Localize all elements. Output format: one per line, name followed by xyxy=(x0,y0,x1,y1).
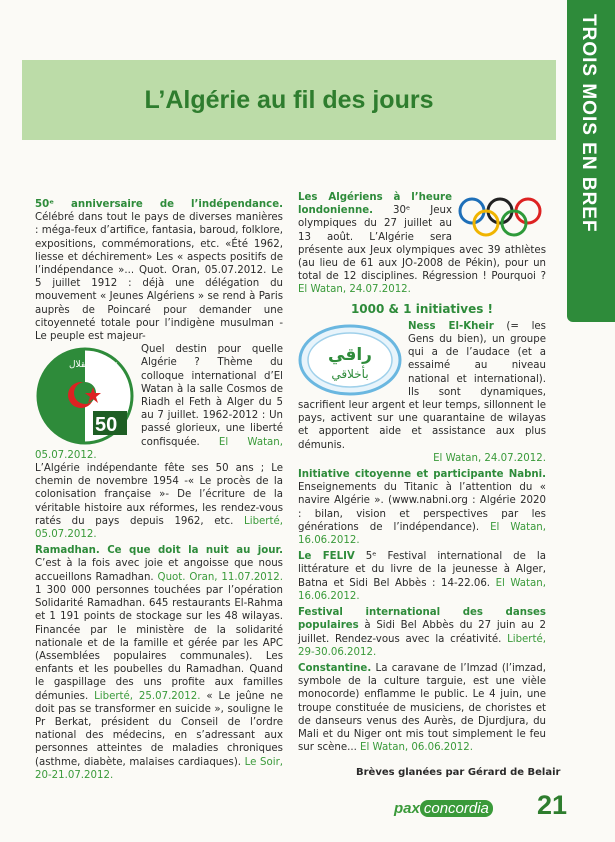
article-text: Quel destin pour quelle Algérie ? Thème du colloque international d’El Watan à la salle Cosmos de Riadh el Feth à Alger du 5 au 7 juillet. 1962-2012 : Un passé glorieux, une liberté confisquée. xyxy=(141,344,283,448)
article-text: C’est à la fois avec joie et angoisse que nous accueillons Ramadhan. xyxy=(35,558,283,583)
article-text: L’Algérie indépendante fête ses 50 ans ; Le chemin de novembre 1954 -« Le procès de la colonisation française »- De l’écriture de la véritable histoire aux réformes, les rendez-vous ratés du pays depuis 1962, etc. xyxy=(35,463,283,527)
initiatives-heading: 1000 & 1 initiatives ! xyxy=(350,301,494,316)
article-heading: Initiative citoyenne et participante Nabni. xyxy=(298,469,546,481)
article-nabni xyxy=(298,468,546,547)
article-text: La caravane de l’Imzad (l’imzad, symbole de la culture targuie, est une vièle monocorde) enflamme le public. Le 4 juin, une troupe constituée de musiciens, de choristes et de danseurs venus des Aurès, de Djurdjura, du Mali et du Niger ont mis tout simplement le feu sur scène... xyxy=(298,662,546,754)
article-text: à Sidi Bel Abbès du 27 juin au 2 juillet. Rendez-vous avec la créativité. xyxy=(298,620,546,645)
article-heading: 50ᵉ anniversaire de l’indépendance. xyxy=(35,199,283,210)
article-heading: Le FELIV xyxy=(298,551,355,563)
source-citation: Quot. Oran, 11.07.2012. xyxy=(153,571,283,583)
independence-emblem-image xyxy=(35,347,135,445)
source-citation: Liberté, 25.07.2012. xyxy=(88,690,201,702)
article-independence-cont xyxy=(35,343,283,462)
source-citation: Liberté, 05.07.2012. xyxy=(35,515,283,541)
page-title: L’Algérie au fil des jours xyxy=(144,86,434,114)
section-tab xyxy=(567,0,615,322)
article-ramadhan xyxy=(35,544,283,782)
article-feliv xyxy=(298,550,546,603)
source-citation: El Watan, 16.06.2012. xyxy=(298,521,547,547)
article-text: 30ᵉ Jeux olympiques du 27 juillet au 13 août. L’Algérie sera présente aux Jeux olympiques avec 39 athlètes (au lieu de 61 aux JO-2008 de Pékin), pour un total de 12 disciplines. Régression ! Pourquoi ? xyxy=(298,205,546,283)
author-credit: Brèves glanées par Gérard de Belair xyxy=(356,767,561,778)
article-danses xyxy=(298,606,546,659)
section-tab-label: TROIS MOIS EN BREF xyxy=(578,14,599,233)
source-citation: El Watan, 16.06.2012. xyxy=(298,577,546,602)
source-citation: Liberté, 29-30.06.2012. xyxy=(298,633,546,658)
article-ness-el-kheir xyxy=(298,320,546,452)
emblem-arabic: عيد الاستقلال xyxy=(69,360,120,371)
pax-concordia-logo xyxy=(394,800,493,817)
logo-arabic-bottom: بأخلاقي xyxy=(331,366,369,381)
article-text: 5ᵉ Festival international de la littérature et du livre de la jeunesse à Alger, Batna et Sidi Bel Abbès : 14-22.06. xyxy=(298,551,546,589)
logo-arabic-top: راقي xyxy=(328,344,372,365)
source-citation: El Watan, 06.06.2012. xyxy=(356,742,473,754)
article-text: Célébré dans tout le pays de diverses manières : méga-feux d’artifice, fantasia, baroud, folklore, expositions, commémorations, etc. «Été 1962, liesse et déchirement» Les « aspects positifs de l’indépendance »... Quot. Oran, 05.07.2012. Le 5 juillet 1912 : déjà une délégation du mouvement « Jeunes Algériens » se rend à Paris auprès de Poincaré pour demander une citoyenneté totale pour l’indigène musulman -Le peuple est majeur- xyxy=(35,212,283,343)
article-text: (= les Gens du bien), un groupe qui a de l’audace (et a essaimé au niveau national et international). Ils sont dynamiques, sacrifient leur argent et leur temps, sillonnent le pays, activent sur une quarantaine de wilayas et apportent aide et assistance aux plus démunis. xyxy=(298,320,546,451)
article-text: 1 300 000 personnes touchées par l’opération Solidarité Ramadhan. 645 restaurants El-Rahma et 1 191 points de stockage sur les 48 wilayas. Financée par le ministère de la solidarité nationale et de la famille et gérée par les APC (Assemblées populaires communales). Les enfants et les poubelles du Ramadhan. Quand le gaspillage des uns profite aux familles démunies. xyxy=(35,584,283,702)
olympic-rings-image xyxy=(456,195,546,239)
article-heading: Les Algériens à l’heure londonienne. xyxy=(298,192,452,217)
article-text: « Le jeûne ne doit pas se transformer en suicide », souligne le Pr Berkat, président du Conseil de l’ordre national des médecins, en s’adressant aux personnes atteintes de maladies chroniques (asthme, diabète, malaises cardiaques). xyxy=(35,690,283,768)
page-number: 21 xyxy=(537,790,568,820)
right-column xyxy=(298,191,546,754)
logo-concordia: concordia xyxy=(420,800,493,817)
article-independence xyxy=(35,198,283,343)
article-heading: Ness El-Kheir xyxy=(408,320,494,332)
source-citation: El Watan, 05.07.2012. xyxy=(35,436,283,461)
article-heading: Ramadhan. Ce que doit la nuit au jour. xyxy=(35,545,283,557)
source-citation: El Watan, 24.07.2012. xyxy=(298,284,411,296)
article-olympics xyxy=(298,191,546,297)
article-heading: Constantine. xyxy=(298,662,372,674)
source-line xyxy=(298,452,546,465)
ness-el-kheir-logo xyxy=(298,324,402,396)
source-citation: Le Soir, 20-21.07.2012. xyxy=(35,756,283,781)
source-citation: El Watan, 24.07.2012. xyxy=(433,452,546,464)
article-independence-p2 xyxy=(35,462,283,541)
article-text: Enseignements du Titanic à l’attention du « navire Algérie ». (www.nabni.org : Algérie 2020 : bilan, vision et perspectives par les générations de l’indépendance). xyxy=(298,482,546,533)
emblem-number: 50 xyxy=(95,414,118,437)
left-column xyxy=(35,198,283,782)
article-constantine xyxy=(298,662,546,754)
article-heading: Festival international des danses populaires xyxy=(298,607,546,632)
title-banner xyxy=(22,60,556,140)
logo-pax: pax xyxy=(394,800,420,817)
